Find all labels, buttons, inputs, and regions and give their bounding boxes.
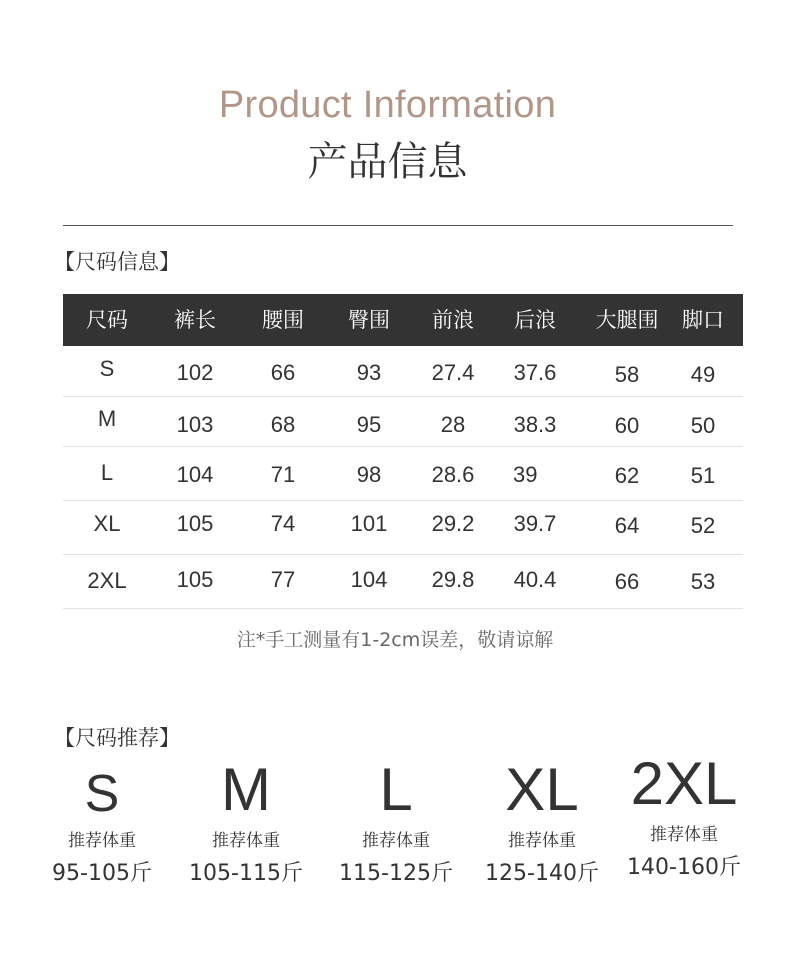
table-cell: 66 xyxy=(270,360,296,385)
table-cell: 39.7 xyxy=(513,511,557,536)
table-cell: 103 xyxy=(176,412,214,437)
table-cell: 68 xyxy=(270,412,296,437)
table-cell: L xyxy=(100,460,114,485)
recommend-item-l xyxy=(321,752,471,890)
size-info-heading: 【尺码信息】 xyxy=(54,250,180,274)
column-header-leg-opening: 脚口 xyxy=(682,308,724,332)
recommend-label: 推荐体重 xyxy=(68,831,136,851)
column-header-thigh: 大腿围 xyxy=(595,308,659,332)
table-cell: 95 xyxy=(356,412,382,437)
header-divider xyxy=(63,225,733,226)
table-cell: 29.2 xyxy=(431,511,475,536)
table-cell: 74 xyxy=(270,511,296,536)
recommend-size: XL xyxy=(505,756,579,823)
recommend-range: 105-115斤 xyxy=(189,861,303,886)
recommend-item-m xyxy=(171,752,321,890)
table-cell: 71 xyxy=(270,462,296,487)
table-row xyxy=(63,501,743,555)
recommend-item-2xl xyxy=(609,746,759,884)
recommend-size: 2XL xyxy=(630,750,738,817)
table-cell: 53 xyxy=(690,569,716,594)
table-cell: 28 xyxy=(440,412,466,437)
table-cell: 58 xyxy=(614,362,640,387)
recommend-label: 推荐体重 xyxy=(650,825,718,845)
table-cell: 27.4 xyxy=(431,360,475,385)
table-cell: M xyxy=(97,406,117,431)
table-cell: 98 xyxy=(356,462,382,487)
table-cell: 105 xyxy=(176,567,214,592)
recommend-size: L xyxy=(379,756,413,823)
table-cell: 60 xyxy=(614,413,640,438)
table-cell: XL xyxy=(93,511,121,536)
measurement-note: 注*手工测量有1-2cm误差，敬请谅解 xyxy=(236,629,554,651)
column-header-size: 尺码 xyxy=(86,308,128,332)
table-cell: 29.8 xyxy=(431,567,475,592)
table-cell: 38.3 xyxy=(513,412,557,437)
table-cell: 64 xyxy=(614,513,640,538)
table-cell: 62 xyxy=(614,463,640,488)
recommend-range: 125-140斤 xyxy=(485,861,599,886)
recommend-label: 推荐体重 xyxy=(362,831,430,851)
table-row xyxy=(63,555,743,609)
page-title-en: Product Information xyxy=(218,84,557,126)
recommend-range: 115-125斤 xyxy=(339,861,453,886)
table-cell: 50 xyxy=(690,413,716,438)
table-cell: 105 xyxy=(176,511,214,536)
column-header-length: 裤长 xyxy=(174,308,216,332)
table-cell: 93 xyxy=(356,360,382,385)
table-cell: 102 xyxy=(176,360,214,385)
table-cell: 39 xyxy=(513,462,538,487)
recommend-range: 95-105斤 xyxy=(52,861,152,886)
column-header-back-rise: 后浪 xyxy=(514,308,556,332)
table-cell: 104 xyxy=(350,567,388,592)
size-table-header xyxy=(63,294,743,346)
table-cell: 101 xyxy=(350,511,388,536)
page-title-cn: 产品信息 xyxy=(307,139,468,185)
table-cell: 104 xyxy=(176,462,214,487)
table-cell: 51 xyxy=(690,463,716,488)
recommend-range: 140-160斤 xyxy=(627,855,741,880)
table-cell: 2XL xyxy=(87,568,127,593)
recommend-label: 推荐体重 xyxy=(508,831,576,851)
table-row xyxy=(63,447,743,501)
size-recommend-heading: 【尺码推荐】 xyxy=(54,726,180,750)
table-cell: 37.6 xyxy=(513,360,557,385)
table-cell: 77 xyxy=(270,567,296,592)
table-cell: 52 xyxy=(690,513,716,538)
recommend-size: M xyxy=(221,756,271,823)
table-cell: 40.4 xyxy=(513,567,557,592)
column-header-hip: 臀围 xyxy=(348,308,390,332)
table-cell: 28.6 xyxy=(431,462,475,487)
table-cell: S xyxy=(99,356,115,381)
column-header-front-rise: 前浪 xyxy=(432,308,474,332)
column-header-waist: 腰围 xyxy=(262,308,304,332)
recommend-item-xl xyxy=(467,752,617,890)
recommend-size: S xyxy=(84,765,120,823)
size-table xyxy=(63,294,743,594)
recommend-item-s xyxy=(27,752,177,890)
table-cell: 66 xyxy=(614,569,640,594)
recommend-label: 推荐体重 xyxy=(212,831,280,851)
table-row xyxy=(63,346,743,397)
table-row xyxy=(63,396,743,447)
table-cell: 49 xyxy=(690,362,716,387)
